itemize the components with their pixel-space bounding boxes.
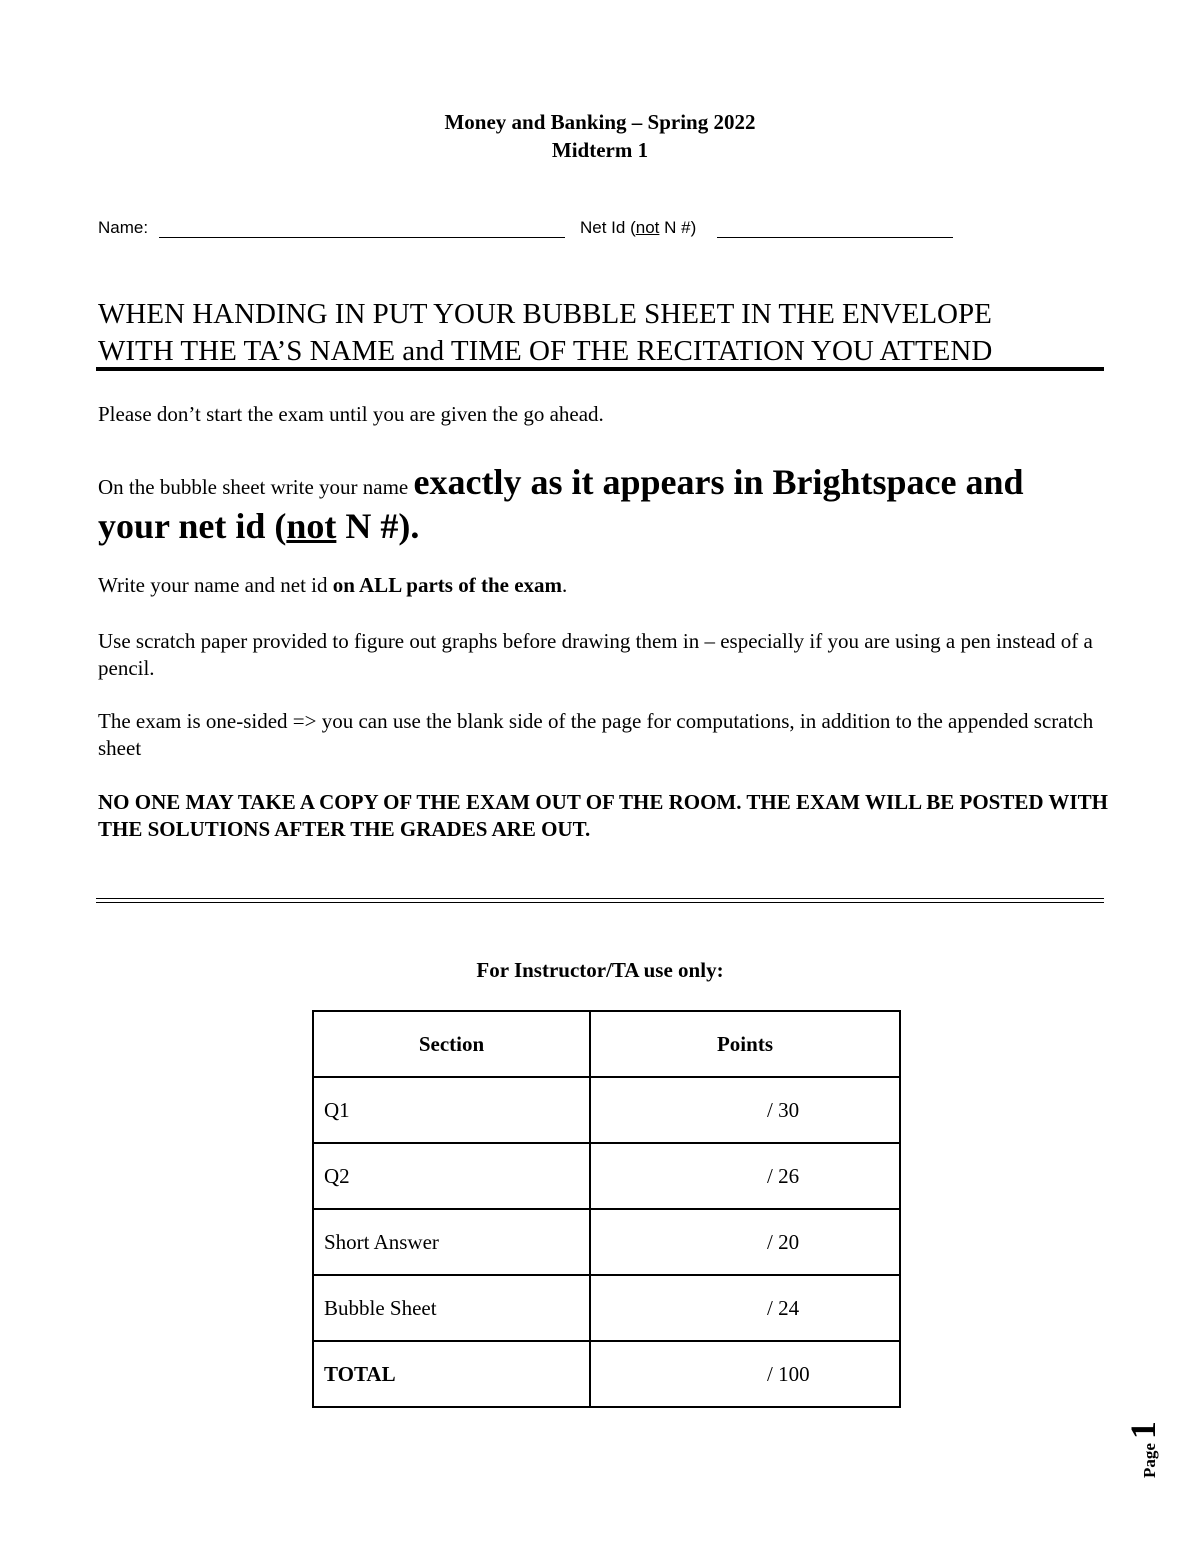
instruction-no-copies: NO ONE MAY TAKE A COPY OF THE EXAM OUT OF THE ROOM. THE EXAM WILL BE POSTED WITH THE SOLUTIONS AFTER THE GRADES ARE OUT.: [98, 790, 1108, 841]
page-label: Page: [1140, 1443, 1159, 1478]
row-points: / 26: [590, 1143, 900, 1209]
bubble-prefix: On the bubble sheet write your name: [98, 475, 414, 499]
bubble-emphasis-text: exactly as it appears in Brightspace and your net id (: [98, 462, 1024, 546]
column-header-section: Section: [313, 1011, 590, 1077]
row-points: / 100: [590, 1341, 900, 1407]
bubble-emphasis-not: not: [286, 506, 337, 546]
name-field-line[interactable]: [159, 237, 565, 238]
name-label: Name:: [98, 218, 149, 237]
row-points: / 30: [590, 1077, 900, 1143]
row-points: / 24: [590, 1275, 900, 1341]
page-number: [1122, 1408, 1172, 1478]
table-row: [313, 1077, 900, 1143]
banner-divider: [96, 367, 1104, 371]
grading-table: [312, 1010, 901, 1408]
row-points: / 20: [590, 1209, 900, 1275]
table-row: [313, 1143, 900, 1209]
table-header-row: [313, 1011, 900, 1077]
row-section: Q1: [313, 1077, 590, 1143]
netid-label-not: not: [635, 218, 660, 237]
name-all-suffix: .: [562, 573, 568, 597]
name-all-prefix: Write your name and net id: [98, 573, 333, 597]
name-all-bold: on ALL parts of the exam: [332, 573, 563, 597]
table-row-total: [313, 1341, 900, 1407]
table-row: [313, 1275, 900, 1341]
netid-label: [580, 218, 696, 238]
page-number-value: 1: [1123, 1421, 1163, 1440]
table-row: [313, 1209, 900, 1275]
row-section: Q2: [313, 1143, 590, 1209]
row-section: Bubble Sheet: [313, 1275, 590, 1341]
banner-line-1: WHEN HANDING IN PUT YOUR BUBBLE SHEET IN THE ENVELOPE: [98, 298, 992, 330]
netid-field-line[interactable]: [717, 237, 953, 238]
row-section: Short Answer: [313, 1209, 590, 1275]
instructor-use-heading: For Instructor/TA use only:: [476, 958, 724, 982]
netid-label-prefix: Net Id (: [580, 218, 636, 237]
banner-line-2: WITH THE TA’S NAME and TIME OF THE RECITATION YOU ATTEND: [98, 335, 993, 367]
instruction-wait: Please don’t start the exam until you are given the go ahead.: [98, 402, 604, 426]
exam-title: Money and Banking – Spring 2022: [444, 110, 756, 134]
section-double-divider: [96, 898, 1104, 903]
instruction-one-sided: The exam is one-sided => you can use the blank side of the page for computations, in addition to the appended scratch sheet: [98, 709, 1094, 760]
netid-label-suffix: N #): [659, 218, 697, 237]
exam-subtitle: Midterm 1: [551, 138, 649, 162]
row-section: TOTAL: [313, 1341, 590, 1407]
column-header-points: Points: [590, 1011, 900, 1077]
bubble-emphasis-suffix: N #).: [336, 506, 420, 546]
instruction-bubble-sheet: [98, 460, 1098, 548]
instruction-name-all-parts: [98, 572, 1108, 599]
instruction-scratch-paper: Use scratch paper provided to figure out graphs before drawing them in – especially if you are using a pen instead of a pencil.: [98, 629, 1093, 680]
